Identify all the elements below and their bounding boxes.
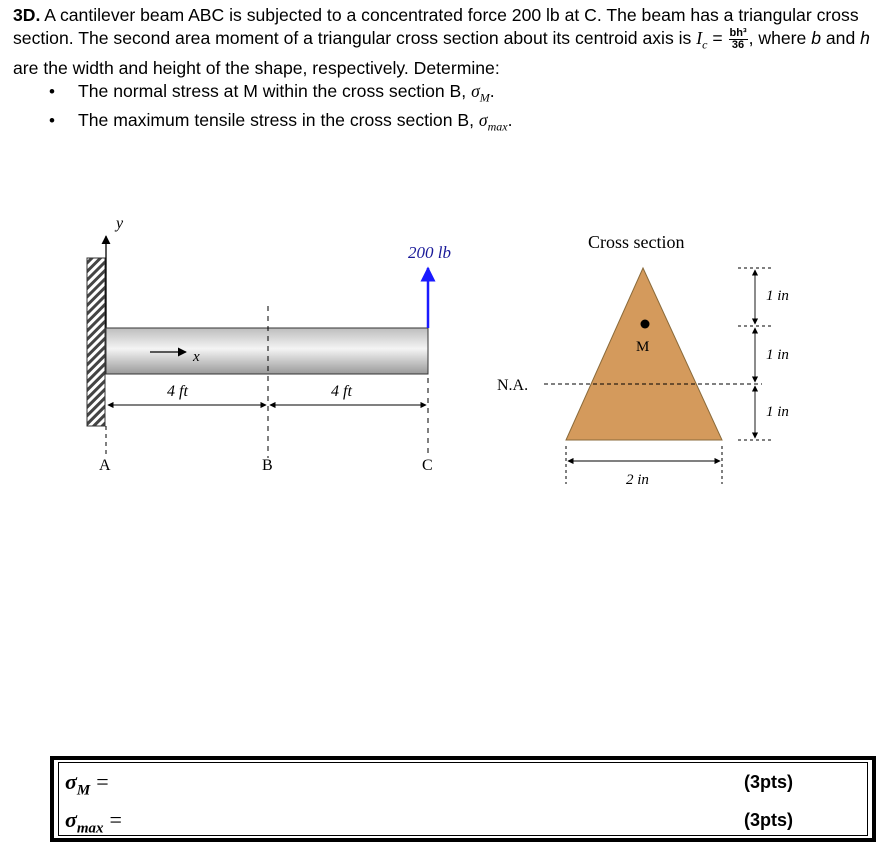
sigma-symbol: σ (471, 80, 480, 101)
width-label: 2 in (626, 472, 649, 488)
points-badge: (3pts) (744, 772, 793, 792)
formula-denominator: 36 (731, 38, 745, 51)
answer-subscript: M (76, 782, 91, 799)
force-label: 200 lb (408, 243, 451, 262)
var-h: h (860, 28, 870, 48)
dimension-bc-label: 4 ft (331, 383, 352, 400)
points-badge: (3pts) (744, 810, 793, 830)
formula-eq: = (707, 28, 728, 48)
point-m-label: M (636, 339, 650, 355)
bullet-text: The normal stress at M within the cross section B, (78, 80, 472, 101)
point-a-label: A (99, 457, 111, 474)
problem-text-3: are the width and height of the shape, respectively. Determine: (13, 57, 500, 78)
answer-sigma: σ (65, 807, 77, 832)
problem-text-and: and (821, 28, 861, 48)
bullet-text: The maximum tensile stress in the cross section B, (78, 110, 479, 131)
problem-text-1: A cantilever beam ABC is subjected to a concentrated force 200 lb at C. The beam has a triangular cross section. The second area moment of a triangular cross section about its centroid axis is (13, 5, 859, 48)
answer-subscript: max (76, 820, 104, 837)
answer-sigma: σ (65, 769, 77, 794)
answer-row-sigma-m[interactable] (65, 767, 109, 797)
sigma-subscript: max (487, 119, 508, 134)
dimension-ab-label: 4 ft (167, 383, 188, 400)
point-b-label: B (262, 457, 273, 474)
answer-equals: = (96, 769, 109, 794)
bullet-end: . (489, 80, 495, 101)
answer-row-sigma-max[interactable] (65, 805, 122, 835)
bullet-end: . (507, 110, 513, 131)
x-axis-label: x (193, 349, 200, 365)
problem-text-2: , where (748, 28, 812, 48)
point-m-dot (641, 320, 650, 329)
answer-box-inner (58, 762, 868, 836)
var-b: b (811, 28, 821, 48)
fixed-wall (87, 258, 105, 426)
problem-label: 3D. (13, 5, 41, 25)
cantilever-beam (106, 328, 428, 374)
height-label-3: 1 in (766, 404, 789, 420)
answer-equals: = (109, 807, 122, 832)
point-c-label: C (422, 457, 433, 474)
cross-section-title: Cross section (588, 232, 685, 252)
formula-sub: c (702, 37, 708, 52)
y-axis-label: y (116, 215, 124, 232)
sigma-symbol: σ (478, 110, 488, 131)
formula-numerator: bh³ (729, 26, 747, 39)
formula-lhs: I (696, 28, 703, 48)
neutral-axis-label: N.A. (497, 377, 529, 394)
answer-box (50, 756, 876, 842)
sigma-subscript: M (479, 90, 490, 105)
height-label-2: 1 in (766, 347, 789, 363)
height-label-1: 1 in (766, 288, 789, 304)
